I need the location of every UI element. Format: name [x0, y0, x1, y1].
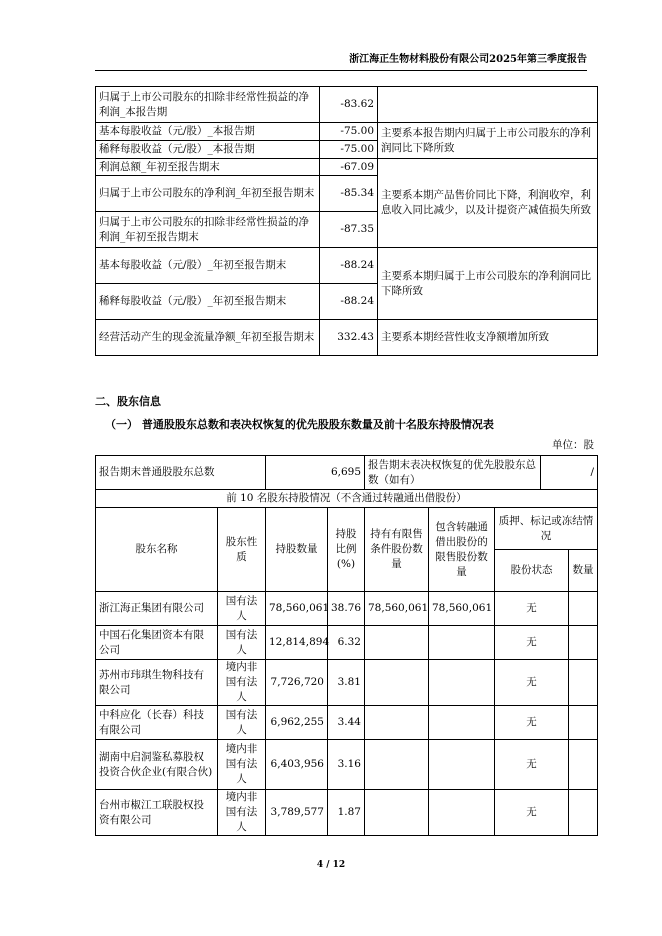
- holder-lent: 78,560,061: [429, 592, 495, 626]
- holder-nature: 境内非国有法人: [218, 660, 266, 706]
- table-row: [96, 626, 598, 660]
- unit-label: 单位：股: [552, 439, 594, 451]
- holder-shares: 12,814,894: [266, 626, 328, 660]
- indicator-reason: 主要系本期经营性收支净额增加所致: [378, 320, 598, 356]
- page-number: 4 / 12: [316, 860, 346, 870]
- holder-pledge-count: [569, 592, 598, 626]
- table-row: [96, 87, 598, 123]
- indicator-value: -87.35: [320, 212, 378, 248]
- holder-shares: 78,560,061: [266, 592, 328, 626]
- total-shareholders-label: 报告期末普通股股东总数: [96, 456, 266, 490]
- total-shareholders-row: [96, 456, 598, 490]
- indicator-value: -67.09: [320, 159, 378, 176]
- indicator-item: 归属于上市公司股东的扣除非经常性损益的净利润_年初至报告期末: [96, 212, 320, 248]
- top10-caption-row: [96, 490, 598, 508]
- indicator-value: -88.24: [320, 284, 378, 320]
- holder-nature: 国有法人: [218, 706, 266, 740]
- indicator-value: -83.62: [320, 87, 378, 123]
- indicator-value: -75.00: [320, 123, 378, 141]
- section-title: 二、股东信息: [95, 395, 161, 408]
- holder-ratio: 3.16: [328, 740, 365, 790]
- indicator-reason: [378, 87, 598, 123]
- holder-ratio: 38.76: [328, 592, 365, 626]
- indicator-value: -75.00: [320, 141, 378, 159]
- indicator-item: 基本每股收益（元/股）_年初至报告期末: [96, 248, 320, 284]
- table-row: [96, 159, 598, 176]
- holder-name: 中科应化（长春）科技有限公司: [96, 706, 218, 740]
- indicator-reason: 主要系本报告期内归属于上市公司股东的净利润同比下降所致: [378, 123, 598, 159]
- holder-name: 湖南中启洞鉴私募股权投资合伙企业(有限合伙): [96, 740, 218, 790]
- indicator-item: 归属于上市公司股东的净利润_年初至报告期末: [96, 176, 320, 212]
- holder-pledge-status: 无: [495, 706, 569, 740]
- holder-lent: [429, 706, 495, 740]
- col-header-name: 股东名称: [96, 508, 218, 592]
- table-row: [96, 706, 598, 740]
- col-header-restricted: 持有有限售条件股份数量: [365, 508, 429, 592]
- col-header-shares: 持股数量: [266, 508, 328, 592]
- holder-lent: [429, 660, 495, 706]
- preferred-shareholders-value: /: [541, 456, 598, 490]
- holder-ratio: 3.81: [328, 660, 365, 706]
- holder-pledge-count: [569, 790, 598, 836]
- indicator-item: 稀释每股收益（元/股）_本报告期: [96, 141, 320, 159]
- holder-pledge-status: 无: [495, 740, 569, 790]
- table-row: [96, 248, 598, 284]
- holder-lent: [429, 740, 495, 790]
- holder-pledge-status: 无: [495, 626, 569, 660]
- holder-pledge-status: 无: [495, 660, 569, 706]
- holder-shares: 7,726,720: [266, 660, 328, 706]
- table-row: [96, 592, 598, 626]
- holder-restricted: [365, 626, 429, 660]
- indicator-item: 归属于上市公司股东的扣除非经常性损益的净利润_本报告期: [96, 87, 320, 123]
- indicator-reason: 主要系本期归属于上市公司股东的净利润同比下降所致: [378, 248, 598, 320]
- indicator-change-table: [95, 86, 598, 356]
- table-row: [96, 790, 598, 836]
- holder-name: 中国石化集团资本有限公司: [96, 626, 218, 660]
- indicator-reason: 主要系本期产品售价同比下降，利润收窄，利息收入同比减少，以及计提资产减值损失所致: [378, 159, 598, 248]
- holder-restricted: 78,560,061: [365, 592, 429, 626]
- col-header-pledge-group: 质押、标记或冻结情况: [495, 508, 598, 550]
- holder-ratio: 6.32: [328, 626, 365, 660]
- holder-nature: 境内非国有法人: [218, 740, 266, 790]
- holder-pledge-status: 无: [495, 790, 569, 836]
- holder-ratio: 1.87: [328, 790, 365, 836]
- holder-shares: 6,403,956: [266, 740, 328, 790]
- col-header-pledge-status: 股份状态: [495, 550, 569, 592]
- shareholders-table: [95, 455, 598, 836]
- holder-restricted: [365, 660, 429, 706]
- table-row: [96, 320, 598, 356]
- col-header-pledge-count: 数量: [569, 550, 598, 592]
- holder-ratio: 3.44: [328, 706, 365, 740]
- holder-shares: 3,789,577: [266, 790, 328, 836]
- header-row: [96, 508, 598, 550]
- holder-name: 苏州市玮琪生物科技有限公司: [96, 660, 218, 706]
- holder-shares: 6,962,255: [266, 706, 328, 740]
- holder-nature: 境内非国有法人: [218, 790, 266, 836]
- section-subtitle: （一） 普通股股东总数和表决权恢复的优先股股东数量及前十名股东持股情况表: [105, 418, 494, 431]
- table-row: [96, 660, 598, 706]
- holder-restricted: [365, 706, 429, 740]
- holder-pledge-count: [569, 626, 598, 660]
- holder-name: 台州市椒江工联股权投资有限公司: [96, 790, 218, 836]
- indicator-value: -85.34: [320, 176, 378, 212]
- holder-lent: [429, 626, 495, 660]
- holder-restricted: [365, 790, 429, 836]
- top10-caption: 前 10 名股东持股情况（不含通过转融通出借股份）: [96, 490, 598, 508]
- holder-pledge-count: [569, 740, 598, 790]
- holder-pledge-count: [569, 706, 598, 740]
- holder-lent: [429, 790, 495, 836]
- total-shareholders-value: 6,695: [266, 456, 365, 490]
- report-header: 浙江海正生物材料股份有限公司2025年第三季度报告: [95, 50, 587, 71]
- preferred-shareholders-label: 报告期末表决权恢复的优先股股东总数（如有）: [365, 456, 541, 490]
- holder-name: 浙江海正集团有限公司: [96, 592, 218, 626]
- col-header-ratio: 持股比例(%): [328, 508, 365, 592]
- indicator-item: 稀释每股收益（元/股）_年初至报告期末: [96, 284, 320, 320]
- indicator-value: 332.43: [320, 320, 378, 356]
- holder-nature: 国有法人: [218, 592, 266, 626]
- col-header-lent: 包含转融通借出股份的限售股份数量: [429, 508, 495, 592]
- col-header-nature: 股东性质: [218, 508, 266, 592]
- holder-pledge-count: [569, 660, 598, 706]
- indicator-item: 利润总额_年初至报告期末: [96, 159, 320, 176]
- holder-nature: 国有法人: [218, 626, 266, 660]
- table-row: [96, 740, 598, 790]
- indicator-value: -88.24: [320, 248, 378, 284]
- holder-pledge-status: 无: [495, 592, 569, 626]
- indicator-item: 基本每股收益（元/股）_本报告期: [96, 123, 320, 141]
- table-row: [96, 123, 598, 141]
- holder-restricted: [365, 740, 429, 790]
- indicator-item: 经营活动产生的现金流量净额_年初至报告期末: [96, 320, 320, 356]
